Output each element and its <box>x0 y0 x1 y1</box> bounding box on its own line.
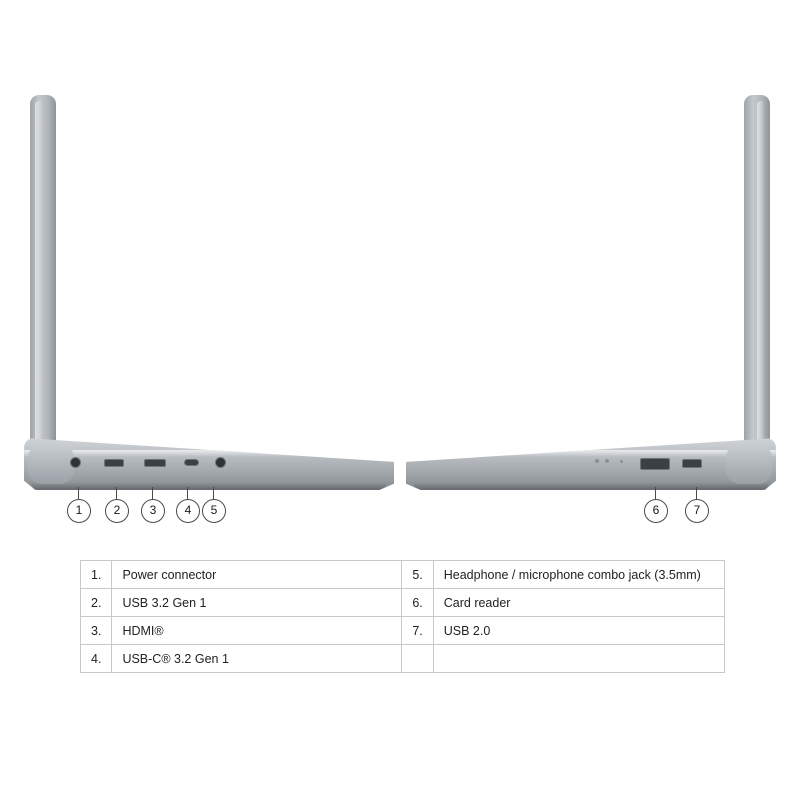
port-usb-2-0 <box>682 459 702 468</box>
legend-label: USB-C® 3.2 Gen 1 <box>112 645 402 673</box>
base-highlight <box>24 450 394 457</box>
port-power-connector <box>70 457 81 468</box>
legend-label: HDMI® <box>112 617 402 645</box>
callout-7: 7 <box>685 499 709 523</box>
port-usb-3-2-gen-1 <box>104 459 124 467</box>
base-shadow <box>413 482 768 490</box>
port-hdmi <box>144 459 166 467</box>
callout-2: 2 <box>105 499 129 523</box>
legend-label: USB 2.0 <box>433 617 724 645</box>
base-highlight <box>406 450 776 457</box>
legend-label: Headphone / microphone combo jack (3.5mm) <box>433 561 724 589</box>
callout-3: 3 <box>141 499 165 523</box>
table-row <box>81 589 725 617</box>
base-shadow <box>31 482 386 490</box>
laptop-lid-right <box>744 95 770 460</box>
legend-label: Card reader <box>433 589 724 617</box>
lid-highlight <box>35 101 43 451</box>
laptop-left-side-view <box>20 95 400 490</box>
port-legend-table <box>80 560 725 673</box>
laptop-hinge-left <box>28 444 74 484</box>
laptop-base-right <box>406 438 776 490</box>
legend-number: 3. <box>81 617 112 645</box>
laptop-hinge-right <box>726 444 772 484</box>
table-row <box>81 645 725 673</box>
legend-number: 7. <box>402 617 433 645</box>
legend-number: 1. <box>81 561 112 589</box>
callout-1: 1 <box>67 499 91 523</box>
table-row <box>81 561 725 589</box>
port-card-reader <box>640 458 670 470</box>
vent-dot <box>605 459 609 463</box>
legend-number: 5. <box>402 561 433 589</box>
callout-6: 6 <box>644 499 668 523</box>
legend-number: 4. <box>81 645 112 673</box>
legend-label: USB 3.2 Gen 1 <box>112 589 402 617</box>
legend-label <box>433 645 724 673</box>
laptop-lid-left <box>30 95 56 460</box>
legend-label: Power connector <box>112 561 402 589</box>
legend-number: 2. <box>81 589 112 617</box>
callout-4: 4 <box>176 499 200 523</box>
lid-highlight <box>757 101 765 451</box>
callout-5: 5 <box>202 499 226 523</box>
vent-dot <box>595 459 599 463</box>
port-headphone-microphone-jack <box>215 457 226 468</box>
laptop-right-side-view <box>400 95 780 490</box>
legend-number: 6. <box>402 589 433 617</box>
table-row <box>81 617 725 645</box>
vent-dot <box>620 460 623 463</box>
legend-number <box>402 645 433 673</box>
port-usb-c-3-2-gen-1 <box>184 459 199 466</box>
